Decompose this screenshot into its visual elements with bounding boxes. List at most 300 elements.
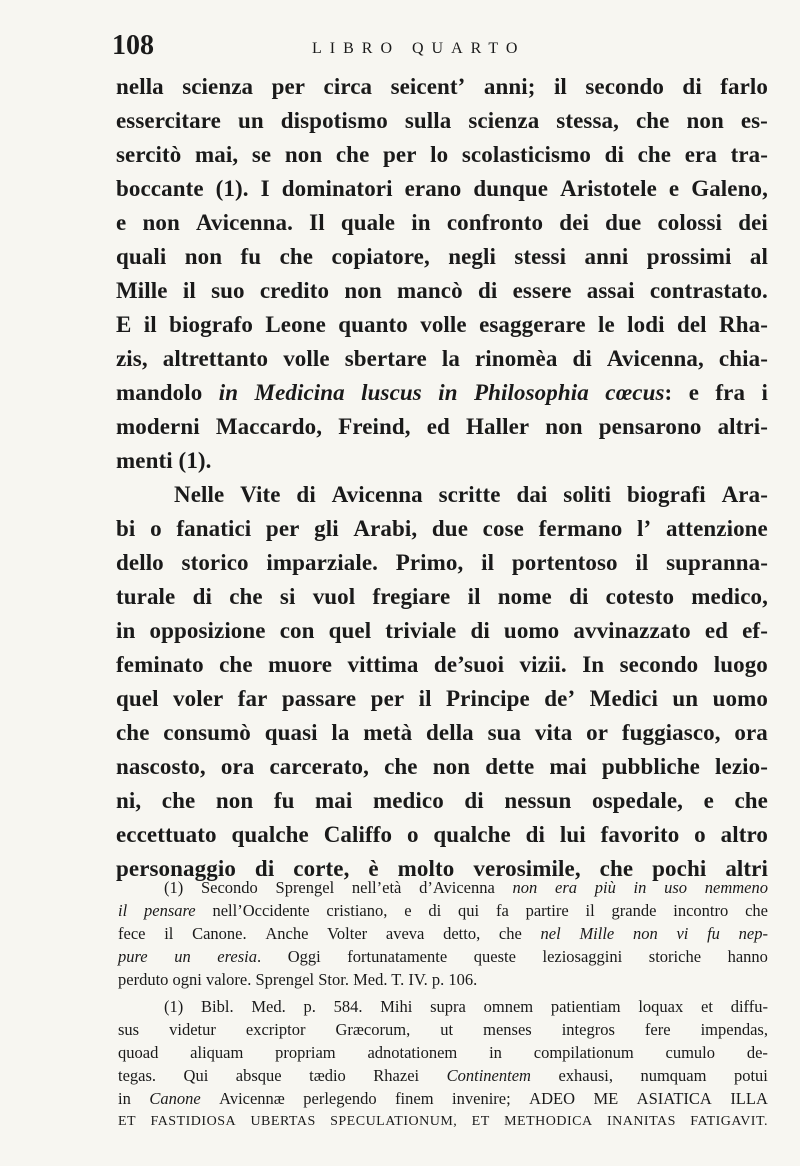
word: che	[637, 142, 672, 167]
word: era	[555, 878, 578, 897]
word: un	[672, 686, 699, 711]
word: due	[431, 516, 468, 541]
word: un	[237, 108, 264, 133]
word: opposizione	[149, 618, 266, 643]
word: sercitò	[116, 142, 182, 167]
word: diffu-	[730, 997, 768, 1016]
word: molto	[397, 856, 455, 881]
word: assai	[586, 278, 635, 303]
word: ospedale,	[592, 788, 683, 813]
word: loquax	[638, 997, 684, 1016]
body-line	[116, 308, 768, 342]
word: Leone	[265, 312, 326, 337]
word: imparziale.	[266, 550, 378, 575]
word: nell’età	[351, 878, 402, 897]
word: al	[749, 244, 768, 269]
word: uso	[664, 878, 688, 897]
word: lezio-	[715, 754, 768, 779]
word: or	[586, 720, 609, 745]
word: qualche	[433, 822, 511, 847]
word: et	[701, 997, 713, 1016]
word: sulla	[404, 108, 452, 133]
word: erano	[404, 176, 462, 201]
word: Vite	[240, 482, 281, 507]
word: queste	[473, 947, 516, 966]
word: di	[296, 482, 316, 507]
word: (1).	[215, 176, 249, 201]
word: lui	[559, 822, 586, 847]
word: non	[686, 108, 724, 133]
word: Aristotele	[560, 176, 657, 201]
word: menses	[483, 1020, 532, 1039]
word: e	[404, 901, 412, 920]
word: turale	[116, 584, 176, 609]
footnote-line	[118, 1064, 768, 1087]
word: altro	[720, 822, 768, 847]
word: attenzione	[665, 516, 768, 541]
word: portentoso	[511, 550, 618, 575]
footnote-line	[118, 922, 768, 945]
word: E	[116, 312, 132, 337]
word: è	[368, 856, 379, 881]
word: triviale	[385, 618, 457, 643]
word: soliti	[563, 482, 612, 507]
word: pensarono	[598, 414, 702, 439]
word: che	[384, 754, 418, 779]
word: circa	[323, 74, 373, 99]
word: vittima	[347, 652, 419, 677]
word: omnem	[483, 997, 534, 1016]
word: che	[745, 901, 768, 920]
word: voler	[173, 686, 224, 711]
word: dispotismo	[280, 108, 388, 133]
word: se	[251, 142, 272, 167]
word: SPECULATIONUM,	[330, 1114, 458, 1129]
word: In	[582, 652, 605, 677]
word: farlo	[720, 74, 768, 99]
word: carcerato,	[269, 754, 369, 779]
word: lodi	[627, 312, 665, 337]
word: integros	[561, 1020, 615, 1039]
word: nome	[497, 584, 552, 609]
word: che	[161, 788, 196, 813]
word: in	[633, 878, 647, 897]
word: fece	[118, 924, 146, 943]
word: Oggi	[287, 947, 321, 966]
word: Rhazei	[373, 1066, 420, 1085]
word: il	[118, 901, 128, 920]
word: ed	[426, 414, 450, 439]
word: medico,	[691, 584, 768, 609]
word: patientiam	[550, 997, 621, 1016]
word: vuol	[312, 584, 356, 609]
word: Galeno,	[691, 176, 768, 201]
word: Avicenna	[331, 482, 423, 507]
word: o	[406, 822, 419, 847]
word: 584.	[333, 997, 363, 1016]
word: non	[545, 414, 583, 439]
word: Medici	[589, 686, 658, 711]
word: si	[279, 584, 296, 609]
word: fregiare	[372, 584, 451, 609]
word: più	[594, 878, 616, 897]
word: Avicenna.	[196, 210, 293, 235]
word: mandolo	[116, 380, 203, 405]
word: anni	[584, 244, 629, 269]
word: leziosaggini	[542, 947, 623, 966]
word: di	[470, 618, 490, 643]
body-text	[116, 70, 768, 886]
word: pochi	[652, 856, 707, 881]
word: che	[599, 856, 634, 881]
word: l’	[637, 516, 652, 541]
body-line	[116, 478, 768, 512]
word: fu	[273, 788, 295, 813]
word: Med.	[251, 997, 286, 1016]
footnote-line	[118, 945, 768, 968]
word: potui	[733, 1066, 768, 1085]
word: nell’Occidente	[212, 901, 310, 920]
word: i	[761, 380, 768, 405]
word: d’Avicenna	[419, 878, 495, 897]
word: quale	[340, 210, 396, 235]
footnote	[118, 876, 768, 991]
word: che	[498, 924, 522, 943]
word: il	[164, 924, 174, 943]
word: di	[569, 584, 589, 609]
body-line	[116, 614, 768, 648]
word: confronto	[446, 210, 544, 235]
word: moderni	[116, 414, 200, 439]
word: il	[467, 584, 481, 609]
word: muore	[268, 652, 333, 677]
word: scritte	[438, 482, 501, 507]
word: Volter	[327, 924, 368, 943]
word: de-	[746, 1043, 768, 1062]
word: non	[512, 878, 538, 897]
word: Il	[309, 210, 325, 235]
footnote-line	[118, 1018, 768, 1041]
word: absque	[235, 1066, 282, 1085]
word: per	[265, 516, 300, 541]
footnote-line	[118, 968, 768, 991]
word: stessa,	[556, 108, 619, 133]
footnote-line	[118, 995, 768, 1018]
body-line	[116, 376, 768, 410]
word: dei	[559, 210, 589, 235]
word: gli	[314, 516, 339, 541]
footnote-line	[118, 1087, 768, 1110]
word: altrettanto	[162, 346, 269, 371]
word: in	[116, 618, 136, 643]
word: dominatori	[281, 176, 393, 201]
word: sbertare	[344, 346, 427, 371]
word: scienza	[468, 108, 540, 133]
word: fu	[707, 924, 720, 943]
word: es-	[740, 108, 768, 133]
word: de’	[544, 686, 576, 711]
running-head: LIBRO QUARTO	[312, 40, 526, 57]
word: Mille	[579, 924, 615, 943]
word: seicent’	[390, 74, 466, 99]
word: o	[150, 516, 162, 541]
word: Græcorum,	[335, 1020, 411, 1039]
word: suo	[211, 278, 245, 303]
word: Nelle	[174, 482, 225, 507]
word: non	[344, 278, 382, 303]
word: di	[572, 346, 592, 371]
word: FASTIDIOSA	[150, 1114, 237, 1129]
word: la	[331, 720, 350, 745]
page-number: 108	[112, 30, 154, 61]
body-line	[116, 274, 768, 308]
word: Ara-	[721, 482, 768, 507]
word: nemmeno	[704, 878, 768, 897]
word: quel	[328, 618, 372, 643]
word: luogo	[713, 652, 768, 677]
body-line	[116, 410, 768, 444]
word: fa	[495, 901, 509, 920]
word: pubbliche	[601, 754, 700, 779]
word: scienza	[182, 74, 254, 99]
word: qui	[458, 901, 480, 920]
word: Avicenna,	[606, 346, 704, 371]
word: mai	[315, 788, 353, 813]
word: passare	[281, 686, 357, 711]
word: per	[383, 142, 417, 167]
word: che	[219, 652, 253, 677]
word: biografi	[627, 482, 706, 507]
word: pure	[118, 947, 148, 966]
word: Maccardo,	[215, 414, 323, 439]
body-line	[116, 342, 768, 376]
body-line	[116, 750, 768, 784]
word: Primo,	[395, 550, 464, 575]
word: contrastato.	[649, 278, 768, 303]
word: di	[428, 901, 442, 920]
word: per	[370, 686, 405, 711]
word: exhausi,	[558, 1066, 613, 1085]
word: di	[525, 822, 546, 847]
word: Sprengel	[275, 878, 335, 897]
word: di	[464, 788, 484, 813]
body-line	[116, 240, 768, 274]
footnote-line	[118, 1110, 768, 1133]
footnote	[118, 995, 768, 1133]
body-line	[116, 70, 768, 104]
word: avvinazzato	[573, 618, 691, 643]
word: in	[489, 1043, 502, 1062]
word: ASIATICA	[636, 1089, 712, 1108]
word: che	[335, 142, 370, 167]
word: non	[432, 754, 471, 779]
word: quoad	[118, 1043, 159, 1062]
word: stessi	[514, 244, 567, 269]
body-line	[116, 512, 768, 546]
word: ora	[220, 754, 255, 779]
word: fortunatamente	[347, 947, 448, 966]
word: Principe	[446, 686, 530, 711]
word: di	[477, 278, 498, 303]
footnote-line	[118, 876, 768, 899]
word: colossi	[657, 210, 723, 235]
word: quel	[116, 686, 159, 711]
word: ET	[471, 1114, 490, 1129]
word: non	[632, 924, 658, 943]
word: Canone.	[192, 924, 247, 943]
word: de’suoi	[433, 652, 505, 677]
word: quali	[116, 244, 167, 269]
word: di	[682, 74, 702, 99]
word: FATIGAVIT.	[690, 1114, 768, 1129]
word: personaggio	[116, 856, 236, 881]
word: uomo	[503, 618, 560, 643]
word: il	[635, 550, 649, 575]
body-line	[116, 546, 768, 580]
word: storiche	[648, 947, 702, 966]
word: fu	[240, 244, 262, 269]
word: credito	[259, 278, 330, 303]
word: nel	[540, 924, 561, 943]
word: tra-	[730, 142, 768, 167]
word: favorito	[600, 822, 680, 847]
word: eresia.	[217, 947, 262, 966]
word: cristiano,	[326, 901, 388, 920]
word: mai,	[195, 142, 239, 167]
word: UBERTAS	[250, 1114, 316, 1129]
page-header	[112, 30, 762, 66]
word: il	[553, 74, 567, 99]
word: di	[192, 584, 212, 609]
word: eccettuato	[116, 822, 217, 847]
word: che	[279, 244, 314, 269]
word: dei	[738, 210, 768, 235]
footnote-line	[118, 899, 768, 922]
word: secondo	[585, 74, 664, 99]
word: Philosophia	[474, 380, 589, 405]
word: impendas,	[700, 1020, 768, 1039]
word: aveva	[385, 924, 425, 943]
word: che	[734, 788, 768, 813]
word: fuggiasco,	[621, 720, 721, 745]
word: compilationum	[533, 1043, 634, 1062]
word: cœcus:	[605, 380, 673, 405]
word: aliquam	[190, 1043, 244, 1062]
word: invenire;	[452, 1089, 511, 1108]
word: Avicennæ	[219, 1089, 285, 1108]
word: lo	[430, 142, 449, 167]
word: boccante	[116, 176, 204, 201]
word: Arabi,	[353, 516, 418, 541]
word: in	[118, 1089, 131, 1108]
word: excriptor	[245, 1020, 306, 1039]
word: cotesto	[605, 584, 675, 609]
word: (1)	[164, 878, 184, 897]
word: e	[116, 210, 127, 235]
word: INANITAS	[606, 1114, 676, 1129]
word: Califfo	[323, 822, 393, 847]
word: nep-	[738, 924, 768, 943]
word: numquam	[640, 1066, 707, 1085]
word: ut	[440, 1020, 454, 1039]
word: cumulo	[665, 1043, 715, 1062]
word: quasi	[264, 720, 318, 745]
word: vizii.	[519, 652, 567, 677]
word: e	[668, 176, 680, 201]
word: volle	[283, 346, 330, 371]
word: finem	[395, 1089, 434, 1108]
word: mai	[549, 754, 587, 779]
word: nessun	[504, 788, 572, 813]
word: ILLA	[730, 1089, 768, 1108]
word: mancò	[397, 278, 463, 303]
word: I	[260, 176, 270, 201]
word: fanatici	[176, 516, 252, 541]
word: fra	[715, 380, 746, 405]
word: Haller	[466, 414, 530, 439]
word: adnotationem	[367, 1043, 458, 1062]
word: non	[215, 788, 254, 813]
word: ni,	[116, 788, 142, 813]
word: biografo	[169, 312, 253, 337]
word: non	[184, 244, 223, 269]
word: le	[597, 312, 615, 337]
word: supranna-	[666, 550, 768, 575]
body-line	[116, 682, 768, 716]
word: essere	[512, 278, 572, 303]
word: fere	[644, 1020, 671, 1039]
word: o	[694, 822, 706, 847]
word: negli	[448, 244, 496, 269]
text-span: perduto ogni valore. Sprengel Stor. Med. T. IV. p. 106.	[118, 970, 478, 989]
word: anni;	[483, 74, 536, 99]
word: Freind,	[338, 414, 411, 439]
word: in	[411, 210, 431, 235]
word: in	[438, 380, 458, 405]
word: rinomèa	[475, 346, 558, 371]
word: il	[143, 312, 157, 337]
word: storico	[181, 550, 249, 575]
word: che	[229, 584, 263, 609]
word: altri	[725, 856, 768, 881]
word: propriam	[275, 1043, 336, 1062]
word: dello	[116, 550, 164, 575]
word: il	[418, 686, 432, 711]
word: perlegendo	[303, 1089, 377, 1108]
word: Mille	[116, 278, 168, 303]
word: videtur	[169, 1020, 216, 1039]
word: ef-	[742, 618, 768, 643]
word: tædio	[309, 1066, 346, 1085]
word: e	[688, 380, 700, 405]
word: tegas.	[118, 1066, 157, 1085]
word: Canone	[149, 1089, 201, 1108]
word: dunque	[473, 176, 549, 201]
word: pensare	[144, 901, 196, 920]
word: il	[481, 550, 495, 575]
word: non	[284, 142, 323, 167]
word: Bibl.	[201, 997, 234, 1016]
word: fermano	[538, 516, 623, 541]
word: grande	[611, 901, 657, 920]
footnote-line	[118, 1041, 768, 1064]
word: di	[604, 142, 624, 167]
body-line	[116, 716, 768, 750]
word: ADEO	[529, 1089, 575, 1108]
word: dette	[485, 754, 535, 779]
word: non	[142, 210, 180, 235]
word: Continentem	[446, 1066, 531, 1085]
